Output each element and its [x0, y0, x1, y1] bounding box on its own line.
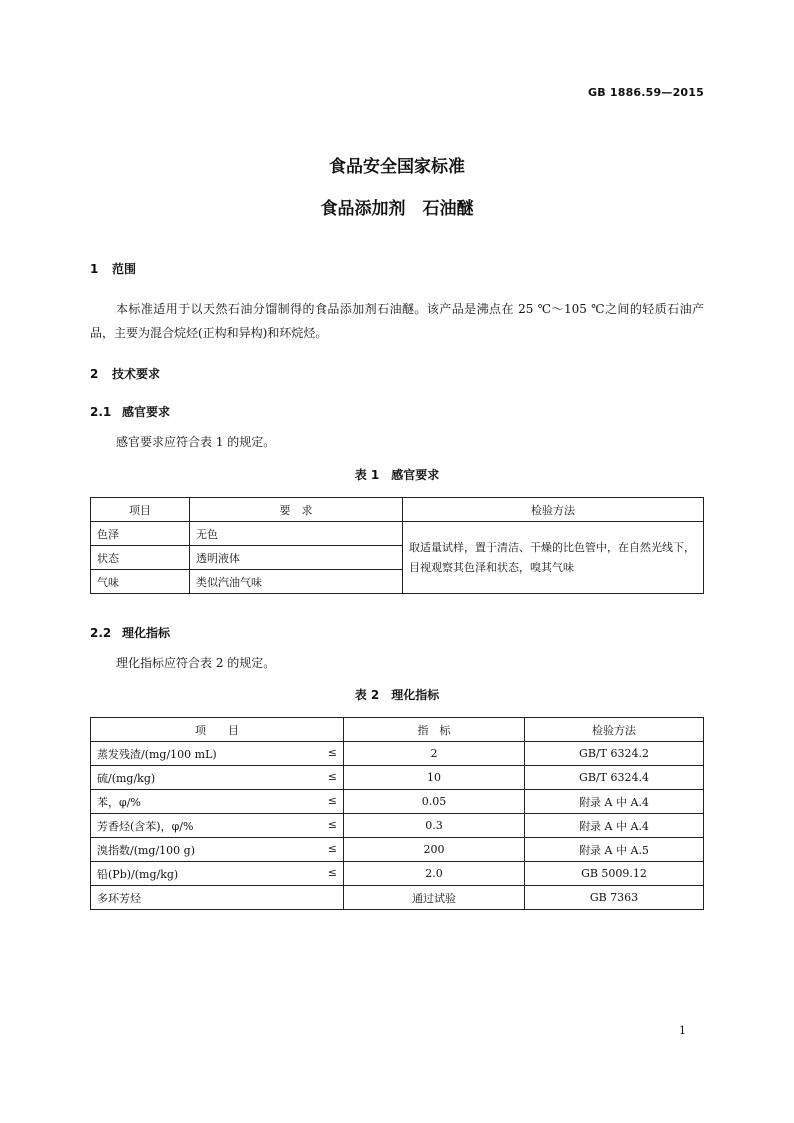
table-row [91, 886, 704, 910]
table-header: 检验方法 [525, 718, 704, 742]
cell-item: 状态 [91, 546, 190, 570]
item-label: 苯，φ/% [97, 795, 141, 809]
section-number: 2.2 [90, 626, 112, 640]
cell-value: 0.05 [344, 790, 525, 814]
section-2-2-heading [90, 624, 170, 641]
cell-method: 附录 A 中 A.5 [525, 838, 704, 862]
cell-item [91, 814, 344, 838]
section-2-1-heading [90, 403, 170, 420]
section-2-2-text: 理化指标应符合表 2 的规定。 [116, 656, 276, 670]
section-number: 1 [90, 262, 99, 276]
cell-item [91, 886, 344, 910]
item-label: 溴指数/(mg/100 g) [97, 843, 196, 857]
item-label: 芳香烃(含苯)，φ/% [97, 819, 194, 833]
section-title: 范围 [112, 262, 137, 276]
table-header: 项 目 [91, 718, 344, 742]
table-row [91, 838, 704, 862]
cell-item [91, 766, 344, 790]
operator: ≤ [327, 769, 337, 783]
cell-requirement: 无色 [190, 522, 403, 546]
table-header: 指 标 [344, 718, 525, 742]
cell-method: 附录 A 中 A.4 [525, 790, 704, 814]
cell-item [91, 862, 344, 886]
standard-code: GB 1886.59—2015 [588, 86, 704, 99]
operator: ≤ [327, 841, 337, 855]
table-row [91, 814, 704, 838]
item-label: 蒸发残渣/(mg/100 mL) [97, 747, 217, 761]
table-2 [90, 717, 704, 910]
section-title: 技术要求 [112, 367, 161, 381]
table-row [91, 742, 704, 766]
cell-method: 附录 A 中 A.4 [525, 814, 704, 838]
section-title: 感官要求 [122, 405, 171, 419]
section-title: 理化指标 [122, 626, 171, 640]
cell-requirement: 类似汽油气味 [190, 570, 403, 594]
table-row [91, 790, 704, 814]
table-row [91, 862, 704, 886]
cell-method: GB 7363 [525, 886, 704, 910]
sub-title: 食品添加剂 石油醚 [320, 199, 474, 219]
cell-method: 取适量试样，置于清洁、干燥的比色管中，在自然光线下，目视观察其色泽和状态，嗅其气味 [403, 522, 704, 594]
main-title: 食品安全国家标准 [329, 157, 465, 177]
table-header: 要 求 [190, 498, 403, 522]
cell-item [91, 742, 344, 766]
cell-value: 0.3 [344, 814, 525, 838]
operator: ≤ [327, 745, 337, 759]
cell-value: 2.0 [344, 862, 525, 886]
operator: ≤ [327, 817, 337, 831]
cell-item [91, 838, 344, 862]
table-row [91, 522, 704, 546]
section-2-1-text: 感官要求应符合表 1 的规定。 [116, 435, 276, 449]
table-1 [90, 497, 704, 594]
cell-method: GB/T 6324.2 [525, 742, 704, 766]
cell-requirement: 透明液体 [190, 546, 403, 570]
section-1-text: 本标准适用于以天然石油分馏制得的食品添加剂石油醚。该产品是沸点在 25 ℃～105 ℃之间的轻质石油产品，主要为混合烷烃(正构和异构)和环烷烃。 [90, 302, 704, 340]
cell-value: 200 [344, 838, 525, 862]
cell-value: 10 [344, 766, 525, 790]
table-header: 项目 [91, 498, 190, 522]
table-2-caption: 表 2 理化指标 [354, 688, 440, 702]
cell-item: 气味 [91, 570, 190, 594]
section-2-heading [90, 365, 160, 382]
operator: ≤ [327, 793, 337, 807]
item-label: 硫/(mg/kg) [97, 771, 156, 785]
cell-value: 通过试验 [344, 886, 525, 910]
item-label: 多环芳烃 [97, 891, 141, 905]
table-header: 检验方法 [403, 498, 704, 522]
operator: ≤ [327, 865, 337, 879]
section-number: 2 [90, 367, 99, 381]
cell-method: GB/T 6324.4 [525, 766, 704, 790]
cell-method: GB 5009.12 [525, 862, 704, 886]
cell-value: 2 [344, 742, 525, 766]
table-row [91, 766, 704, 790]
page-number: 1 [679, 1024, 686, 1037]
section-number: 2.1 [90, 405, 112, 419]
cell-item: 色泽 [91, 522, 190, 546]
item-label: 铅(Pb)/(mg/kg) [97, 867, 179, 881]
table-1-caption: 表 1 感官要求 [354, 468, 440, 482]
cell-item [91, 790, 344, 814]
section-1-heading [90, 260, 136, 277]
